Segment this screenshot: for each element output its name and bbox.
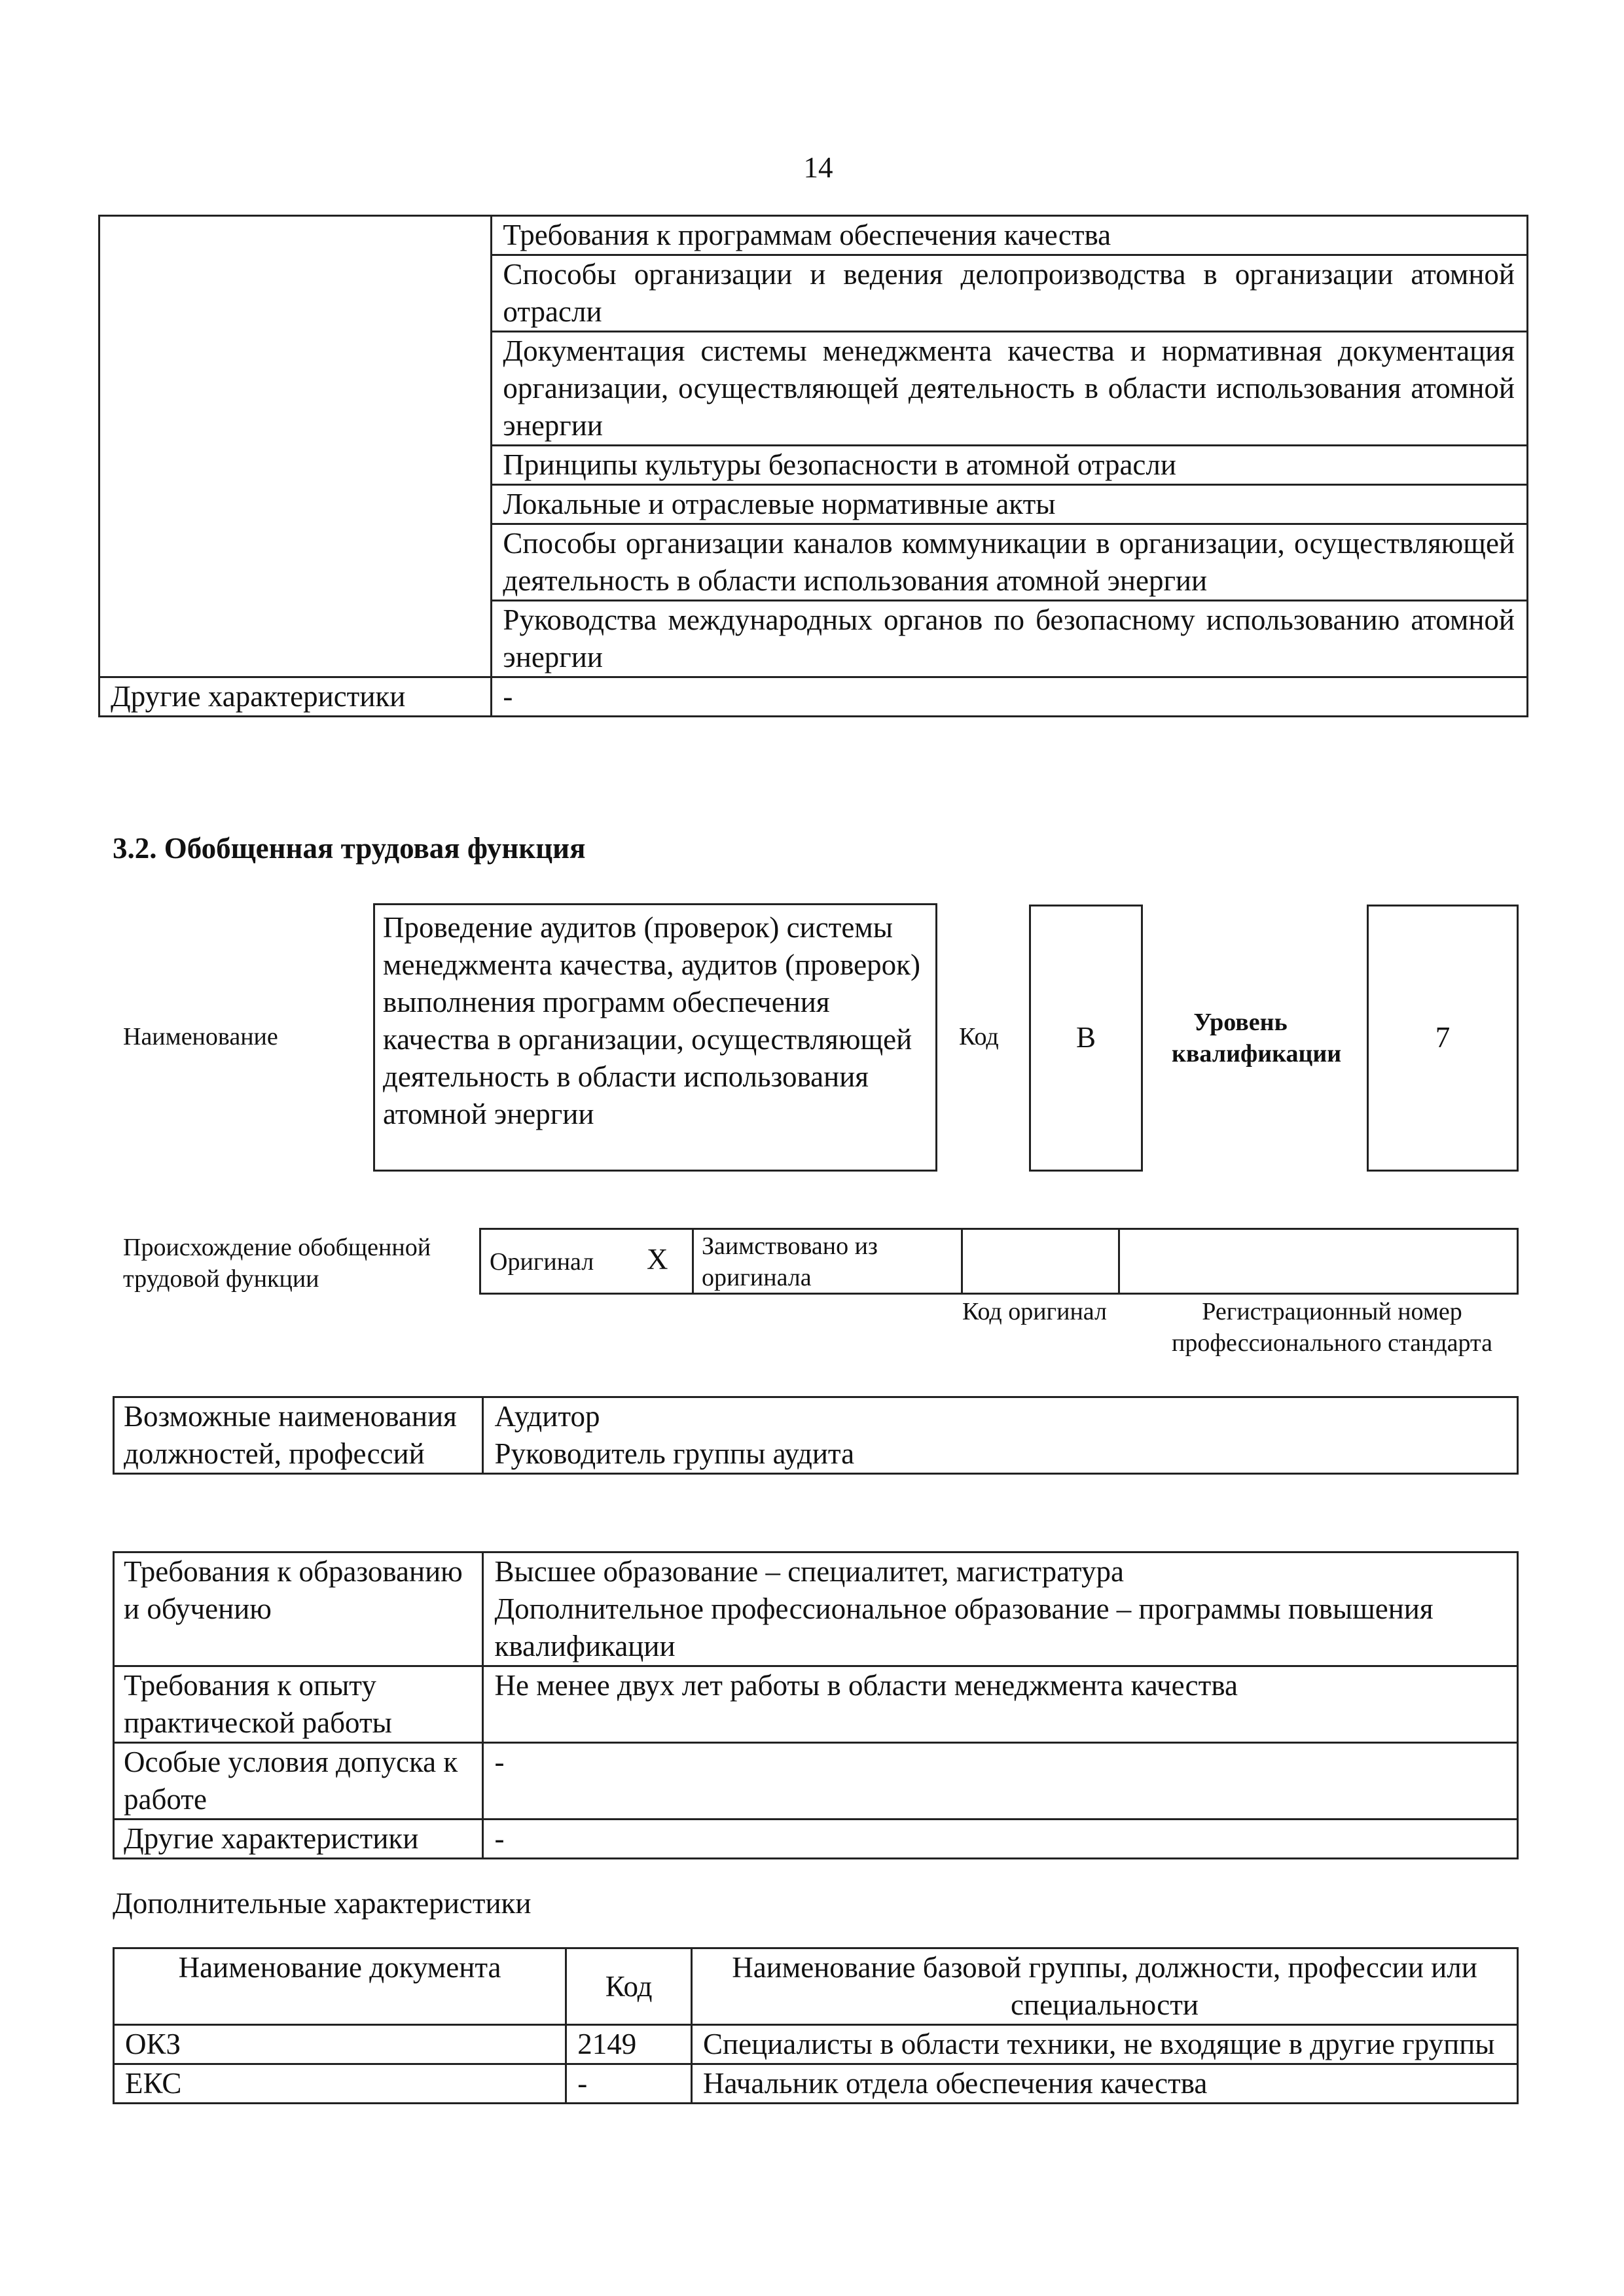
- page-number: 14: [803, 151, 833, 184]
- knowledge-item: Принципы культуры безопасности в атомной отрасли: [492, 446, 1528, 485]
- additional-table: [113, 1947, 1519, 2104]
- knowledge-item: Способы организации каналов коммуникации в организации, осуществляющей деятельность в области использования атомной энергии: [492, 524, 1528, 601]
- divider: [1118, 1228, 1120, 1295]
- level-value: 7: [1435, 1021, 1451, 1054]
- level-label: Уровень квалификации: [1172, 1009, 1342, 1067]
- name-value-box: [373, 903, 937, 1172]
- header-cell: Наименование документа: [114, 1948, 566, 2025]
- other-value: -: [492, 677, 1528, 717]
- knowledge-item: Локальные и отраслевые нормативные акты: [492, 485, 1528, 524]
- empty-cell: [99, 216, 492, 677]
- name-value: Проведение аудитов (проверок) системы менеджмента качества, аудитов (проверок) выполнения программ обеспечения качества в организации, осуществляющей деятельность в области использования атомной энергии: [383, 911, 920, 1130]
- header-cell: Код: [566, 1948, 692, 2025]
- positions-values: [483, 1397, 1518, 1474]
- reg-caption: Регистрационный номер профессионального стандарта: [1172, 1298, 1492, 1357]
- cell: ОКЗ: [114, 2025, 566, 2064]
- req-value: -: [483, 1743, 1518, 1820]
- borrowed-label: Заимствовано из оригинала: [702, 1232, 878, 1291]
- original-mark: X: [647, 1243, 668, 1276]
- positions-table: [113, 1396, 1519, 1475]
- cell: 2149: [566, 2025, 692, 2064]
- req-value: Высшее образование – специалитет, магистратура Дополнительное профессиональное образование – программы повышения квалификации: [483, 1552, 1518, 1666]
- cell: Специалисты в области техники, не входящие в другие группы: [692, 2025, 1518, 2064]
- req-label: Особые условия допуска к работе: [114, 1743, 483, 1820]
- knowledge-item: Документация системы менеджмента качества и нормативная документация организации, осуществляющей деятельность в области использования атомной энергии: [492, 332, 1528, 446]
- other-label: Другие характеристики: [99, 677, 492, 717]
- cell: Начальник отдела обеспечения качества: [692, 2064, 1518, 2104]
- table-row: [114, 2064, 1518, 2104]
- table-row: [99, 216, 1528, 255]
- table-row: [114, 1743, 1518, 1820]
- additional-title: Дополнительные характеристики: [113, 1887, 532, 1920]
- table-row: [114, 1397, 1518, 1474]
- req-value: Не менее двух лет работы в области менеджмента качества: [483, 1666, 1518, 1743]
- cell: -: [566, 2064, 692, 2104]
- table-row: [114, 1666, 1518, 1743]
- requirements-table: [113, 1551, 1519, 1859]
- positions-label: Возможные наименования должностей, профессий: [114, 1397, 483, 1474]
- req-label: Другие характеристики: [114, 1820, 483, 1859]
- position-item: Руководитель группы аудита: [494, 1437, 855, 1470]
- table-row: [114, 1948, 1518, 2025]
- knowledge-table: [98, 215, 1528, 717]
- level-value-box: [1367, 905, 1519, 1172]
- table-row: [114, 2025, 1518, 2064]
- req-value: -: [483, 1820, 1518, 1859]
- code-value-box: [1029, 905, 1143, 1172]
- header-cell: Наименование базовой группы, должности, профессии или специальности: [692, 1948, 1518, 2025]
- table-row: [99, 677, 1528, 717]
- code-label: Код: [959, 1023, 999, 1050]
- code-value: B: [1075, 1021, 1096, 1054]
- position-item: Аудитор: [494, 1400, 600, 1433]
- divider: [961, 1228, 963, 1295]
- divider: [692, 1228, 694, 1295]
- code-caption: Код оригинал: [962, 1298, 1107, 1325]
- req-label: Требования к образованию и обучению: [114, 1552, 483, 1666]
- section-heading: 3.2. Обобщенная трудовая функция: [113, 832, 586, 865]
- knowledge-item: Руководства международных органов по безопасному использованию атомной энергии: [492, 601, 1528, 677]
- name-label: Наименование: [123, 1023, 278, 1050]
- original-label: Оригинал: [490, 1248, 594, 1276]
- req-label: Требования к опыту практической работы: [114, 1666, 483, 1743]
- table-row: [114, 1820, 1518, 1859]
- knowledge-item: Способы организации и ведения делопроизводства в организации атомной отрасли: [492, 255, 1528, 332]
- origin-label: Происхождение обобщенной трудовой функции: [123, 1234, 431, 1293]
- origin-strip: [479, 1228, 1519, 1295]
- knowledge-item: Требования к программам обеспечения качества: [492, 216, 1528, 255]
- table-row: [114, 1552, 1518, 1666]
- cell: ЕКС: [114, 2064, 566, 2104]
